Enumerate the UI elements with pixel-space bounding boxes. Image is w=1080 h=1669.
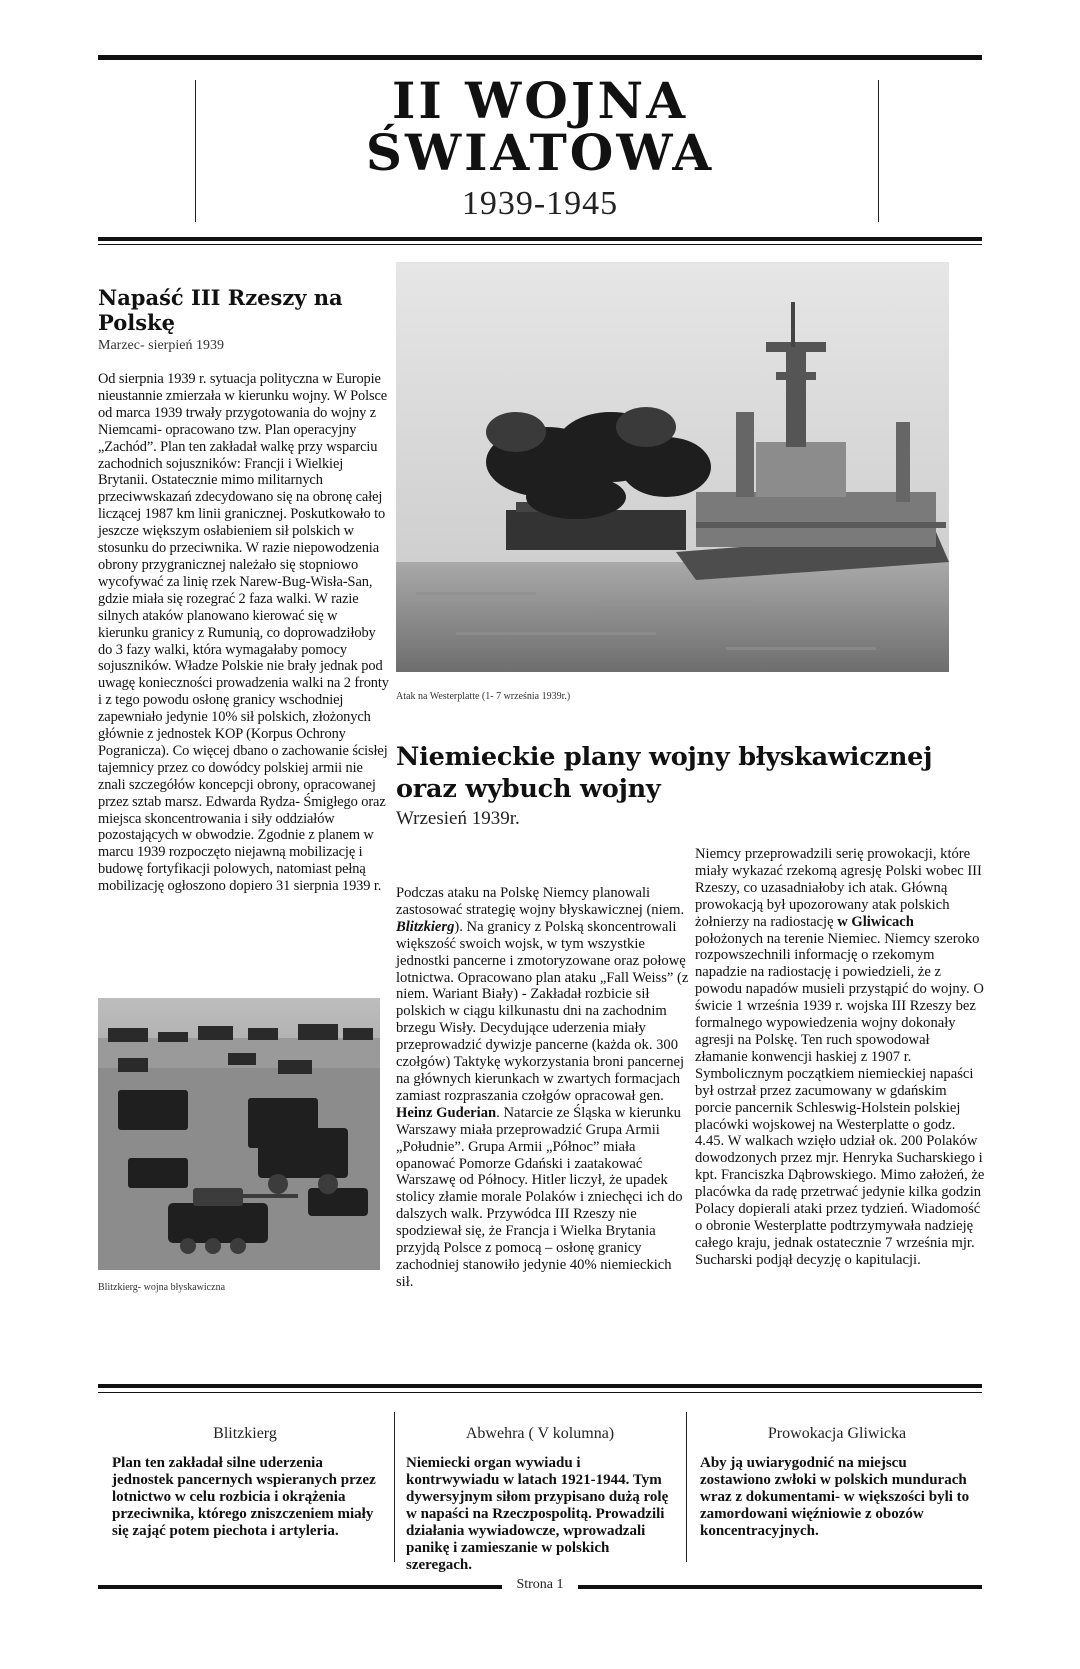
article1-subheading: Marzec- sierpień 1939 — [98, 338, 224, 353]
article2-heading: Niemieckie plany wojny błyskawicznej oraz wybuch wojny — [396, 742, 933, 804]
blitzkrieg-photo-caption: Blitzkierg- wojna błyskawiczna — [98, 1282, 226, 1293]
article2-column1-text-b: ). Na granicy z Polską skoncentrowali większość swoich wojsk, w tym wszystkie jednostki pancerne i zmotoryzowane oraz połowę lotnictwa. Opracowano plan ataku „Fall Weiss” (z niem. Wariant Biały) - Zakładał rozbicie sił polskich w ciągu kilkunastu dni na zachodnim brzegu Wisły. Decydujące uderzenia miały przeprowadzić dywizje pancerne (każda ok. 300 czołgów) Taktykę wykorzystania broni pancernej na głównych kierunkach w zwartych formacjach zamiast rozpraszania czołgów opracował gen. — [396, 918, 689, 1104]
footer-box-1-title: Blitzkierg — [213, 1425, 277, 1442]
article2-column1 — [396, 885, 691, 1291]
footer-top-rule-thin — [98, 1392, 982, 1393]
footer-divider-1 — [394, 1412, 395, 1562]
footer-box-2-text: Niemiecki organ wywiadu i kontrwywiadu w latach 1921-1944. Tym dywersyjnym siłom przypisano dużą rolę w napaści na Rzeczpospolitą. Prowadzili działania wywiadowcze, wprowadzali panikę i zamieszanie w polskich szeregach. — [406, 1455, 669, 1573]
westerplatte-photo-caption: Atak na Westerplatte (1- 7 września 1939r.) — [396, 691, 571, 702]
masthead-title-line2: ŚWIATOWA — [365, 123, 715, 182]
westerplatte-photo — [396, 262, 949, 672]
article1-body: Od sierpnia 1939 r. sytuacja polityczna w Europie nieustannie zmierzała w kierunku wojny. W Polsce od marca 1939 trwały przygotowania do wojny z Niemcami- opracowano tzw. Plan operacyjny „Zachód”. Plan ten zakładał walkę przy wsparciu zachodnich sojuszników: Francji i Wielkiej Brytanii. Ostatecznie mimo militarnych przeciwwskazań zdecydowano się na obronę całej liczącej 1987 km linii granicznej. Poskutkowało to jeszcze większym osłabieniem sił polskich w stosunku do przeciwnika. W razie niepowodzenia obrony przygranicznej należało się stopniowo wycofywać za linię rzek Narew-Bug-Wisła-San, gdzie miała się rozegrać 2 faza walki. W razie silnych ataków planowano kierować się w kierunku granicy z Rumunią, co doprowadziłoby do 3 fazy walki, która wymagałaby pomocy sojuszników. Władze Polskie nie brały jednak pod uwagę konieczności prowadzenia walki na 2 fronty i z tego powodu osłonę granicy wschodniej zapewniało jedynie 10% sił polskich, złożonych głównie z jednostek KOP (Korpus Ochrony Pogranicza). Co więcej dbano o zachowanie ścisłej tajemnicy przez co dowódcy polskiej armii nie znali szczegółów koncepcji obrony, opracowanej przez sztab marsz. Edwarda Rydza- Śmigłego oraz miejsca skoncentrowania i siły oddziałów pozostających w obwodzie. Zgodnie z planem w marcu 1939 rozpoczęto niejawną mobilizację i budowę fortyfikacji polowych, natomiast pełną mobilizację ogłoszono dopiero 31 sierpnia 1939 r. — [98, 371, 389, 895]
guderian-name: Heinz Guderian — [396, 1104, 497, 1121]
blitzkrieg-photo — [98, 998, 380, 1270]
article2-column1-text-c: . Natarcie ze Śląska w kierunku Warszawy miała przeprowadzić Grupa Armii „Południe”. Grupa Armii „Północ” miała opanować Pomorze Gdański i zaatakować Warszawę od Północy. Hitler liczył, że upadek stolicy złamie morale Polaków i zniechęci ich do dalszych walk. Przywódca III Rzeszy nie spodziewał się, że Francja i Wielka Brytania przyjdą Polsce z pomocą – osłonę granicy zachodniej stanowiło jedynie 40% niemieckich sił. — [396, 1104, 683, 1290]
blitzkrieg-term: Blitzkierg — [396, 918, 455, 935]
page-number: Strona 1 — [516, 1577, 564, 1592]
article2-column2-text-b: położonych na terenie Niemiec. Niemcy szeroko rozpowszechnili informację o rzekomym napadzie na radiostację i powiedzieli, że z powodu napadów musieli przystąpić do wojny. O świcie 1 września 1939 r. wojska III Rzeszy bez formalnego wypowiedzenia wojny dokonały agresji na Polskę. Ten ruch spowodował złamanie konwencji haskiej z 1907 r. Symbolicznym początkiem niemieckiej napaści był ostrzał przez zacumowany w gdańskim porcie pancernik Schleswig-Holstein polskiej placówki wojskowej na Westerplatte o godz. 4.45. W walkach wzięło udział ok. 200 Polaków dowodzonych przez mjr. Henryka Sucharskiego i kpt. Franciszka Dąbrowskiego. Mimo założeń, że placówka da radę przetrwać jedynie kilka godzin Polacy dopierali ataki przez tydzień. Wiadomość o obronie Westerplatte podtrzymywała nadzieję całego kraju, jednak ostatecznie 7 września mjr. Sucharski podjął decyzję o kapitulacji. — [695, 930, 985, 1268]
article2-column2-text-a: Niemcy przeprowadzili serię prowokacji, które miały wykazać rzekomą agresję Polski wobec III Rzeszy, co uzasadniałoby ich atak. Główną prowokacją był upozorowany atak polskich żołnierzy na radiostację — [695, 846, 982, 930]
masthead-top-rule — [98, 55, 982, 60]
blitzkrieg-photo-graphic — [98, 998, 380, 1270]
article1-heading: Napaść III Rzeszy na Polskę — [98, 285, 343, 335]
footer-box-2-title: Abwehra ( V kolumna) — [465, 1425, 615, 1442]
article2-column1-text-a: Podczas ataku na Polskę Niemcy planowali zastosować strategię wojny błyskawicznej (niem. — [396, 885, 685, 918]
article2-subheading: Wrzesień 1939r. — [396, 808, 520, 829]
footer-box-3-title: Prowokacja Gliwicka — [767, 1425, 907, 1442]
footer-bottom-rule-right — [578, 1585, 982, 1589]
footer-bottom-rule-left — [98, 1585, 502, 1589]
footer-box-1-text: Plan ten zakładał silne uderzenia jednostek pancernych wspieranych przez lotnictwo w celu rozbicia i okrążenia przeciwnika, którego zniszczeniem miały się zająć potem piechota i artyleria. — [112, 1455, 376, 1539]
gliwice-term: w Gliwicach — [837, 913, 914, 930]
article2-column2 — [695, 846, 985, 1269]
footer-divider-2 — [686, 1412, 687, 1562]
westerplatte-photo-graphic — [396, 262, 949, 672]
masthead-title-line1: II WOJNA — [391, 71, 689, 130]
footer-box-3-text: Aby ją uwiarygodnić na miejscu zostawiono zwłoki w polskich mundurach wraz z dokumentami- w większości byli to zamordowani więźniowie z obozów koncentracyjnych. — [700, 1455, 970, 1539]
masthead-bottom-rule-thick — [98, 237, 982, 241]
masthead-years: 1939-1945 — [461, 185, 619, 222]
masthead-bottom-rule-thin — [98, 244, 982, 245]
footer-top-rule-thick — [98, 1384, 982, 1388]
